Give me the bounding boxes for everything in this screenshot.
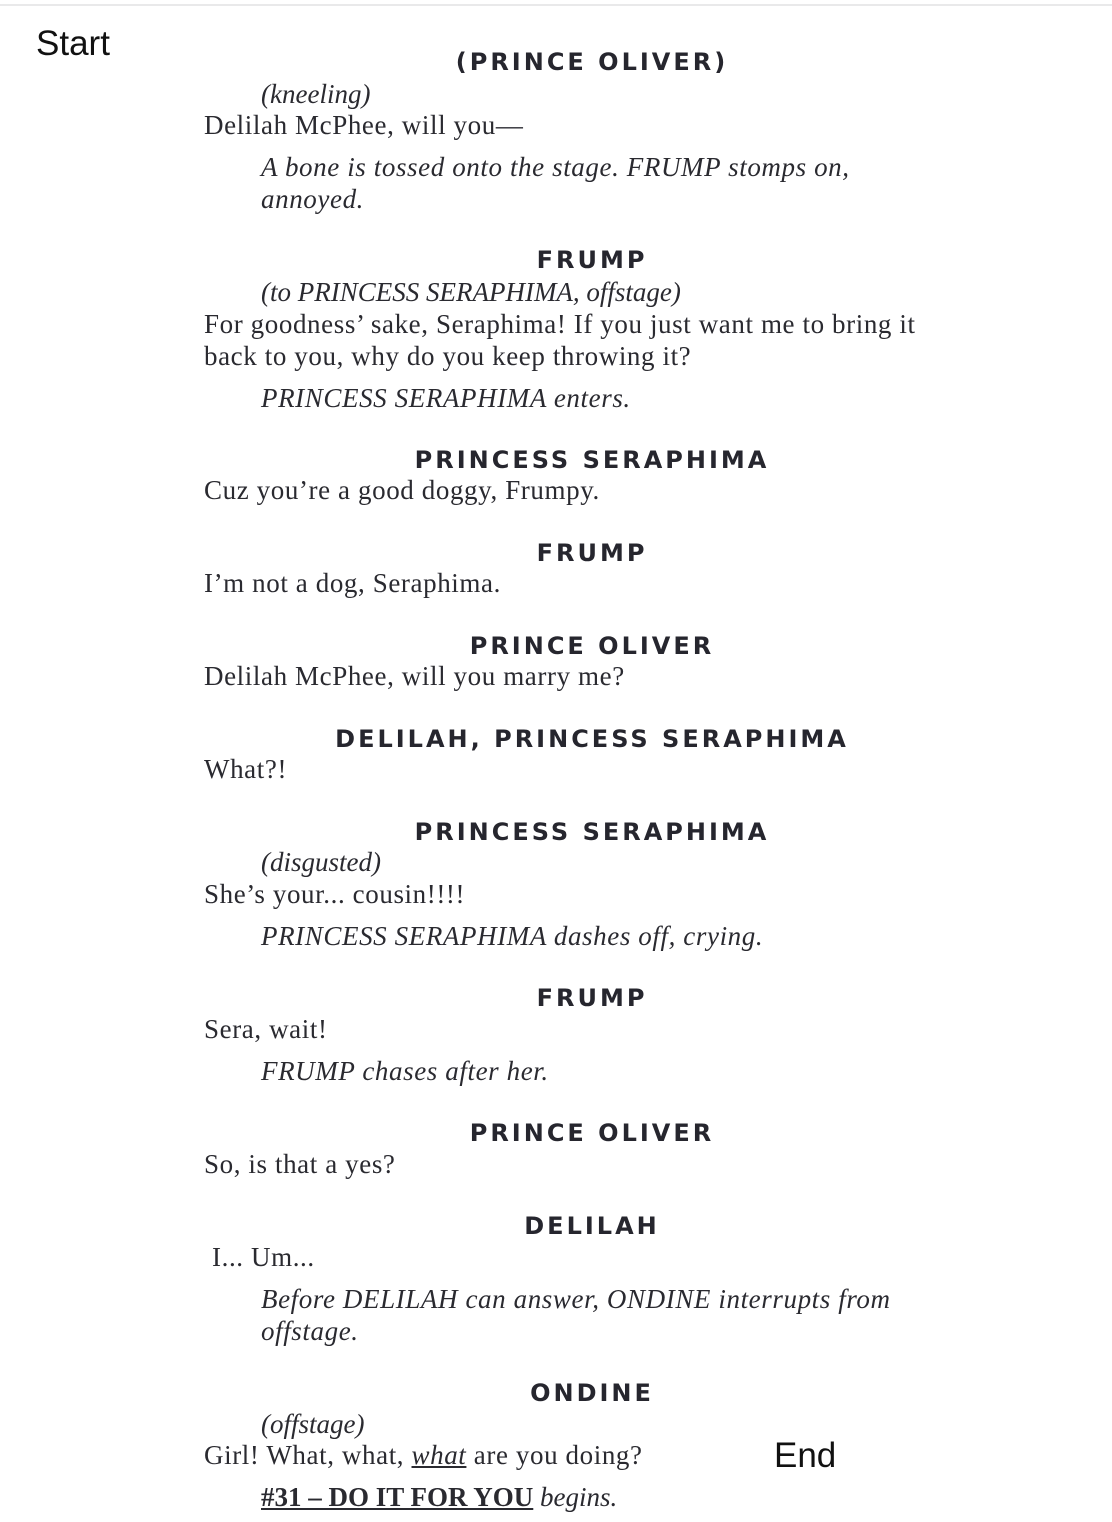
character-name: PRINCE OLIVER <box>469 1119 715 1147</box>
character-name: DELILAH, PRINCESS SERAPHIMA <box>335 725 849 753</box>
dialogue-line: So, is that a yes? <box>204 1149 396 1179</box>
dialogue-line: For goodness’ sake, Seraphima! If you just want me to bring it <box>204 309 916 339</box>
music-cue <box>261 1481 617 1513</box>
dialogue-text: Girl! What, what, <box>204 1440 412 1470</box>
dialogue-line: Sera, wait! <box>204 1014 328 1044</box>
parenthetical: (disgusted) <box>261 847 381 877</box>
character-name: PRINCE OLIVER <box>469 632 715 660</box>
dialogue-line: Delilah McPhee, will you— <box>204 110 524 140</box>
stage-direction: Before DELILAH can answer, ONDINE interrupts from <box>261 1284 891 1314</box>
cue-text: begins. <box>533 1482 618 1512</box>
character-name: FRUMP <box>536 539 648 567</box>
character-name: PRINCESS SERAPHIMA <box>414 446 770 474</box>
song-title: #31 – DO IT FOR YOU <box>261 1482 534 1512</box>
stage-direction: A bone is tossed onto the stage. FRUMP stomps on, <box>261 152 850 182</box>
dialogue-line: She’s your... cousin!!!! <box>204 879 466 909</box>
dialogue-line: Cuz you’re a good doggy, Frumpy. <box>204 475 600 505</box>
start-label: Start <box>36 24 110 63</box>
parenthetical: (offstage) <box>261 1409 365 1439</box>
character-name: DELILAH <box>524 1212 660 1240</box>
dialogue-line: What?! <box>204 754 288 784</box>
end-label: End <box>774 1436 837 1475</box>
dialogue-line <box>204 1439 643 1471</box>
parenthetical: (to PRINCESS SERAPHIMA, offstage) <box>261 277 681 307</box>
parenthetical: (kneeling) <box>261 79 371 109</box>
dialogue-line: back to you, why do you keep throwing it? <box>204 341 692 371</box>
stage-direction: FRUMP chases after her. <box>261 1056 549 1086</box>
character-name: PRINCESS SERAPHIMA <box>414 818 770 846</box>
emphasis-text: what <box>411 1440 467 1470</box>
stage-direction: offstage. <box>261 1316 359 1346</box>
dialogue-text: are you doing? <box>466 1440 643 1470</box>
top-divider <box>0 4 1112 6</box>
character-name: FRUMP <box>536 984 648 1012</box>
character-name: (PRINCE OLIVER) <box>455 48 729 76</box>
stage-direction: PRINCESS SERAPHIMA dashes off, crying. <box>261 921 764 951</box>
character-name: FRUMP <box>536 246 648 274</box>
dialogue-line: I’m not a dog, Seraphima. <box>204 568 501 598</box>
dialogue-line: Delilah McPhee, will you marry me? <box>204 661 625 691</box>
stage-direction: annoyed. <box>261 184 365 214</box>
dialogue-line: I... Um... <box>212 1242 315 1272</box>
character-name: ONDINE <box>530 1379 654 1407</box>
stage-direction: PRINCESS SERAPHIMA enters. <box>261 383 631 413</box>
